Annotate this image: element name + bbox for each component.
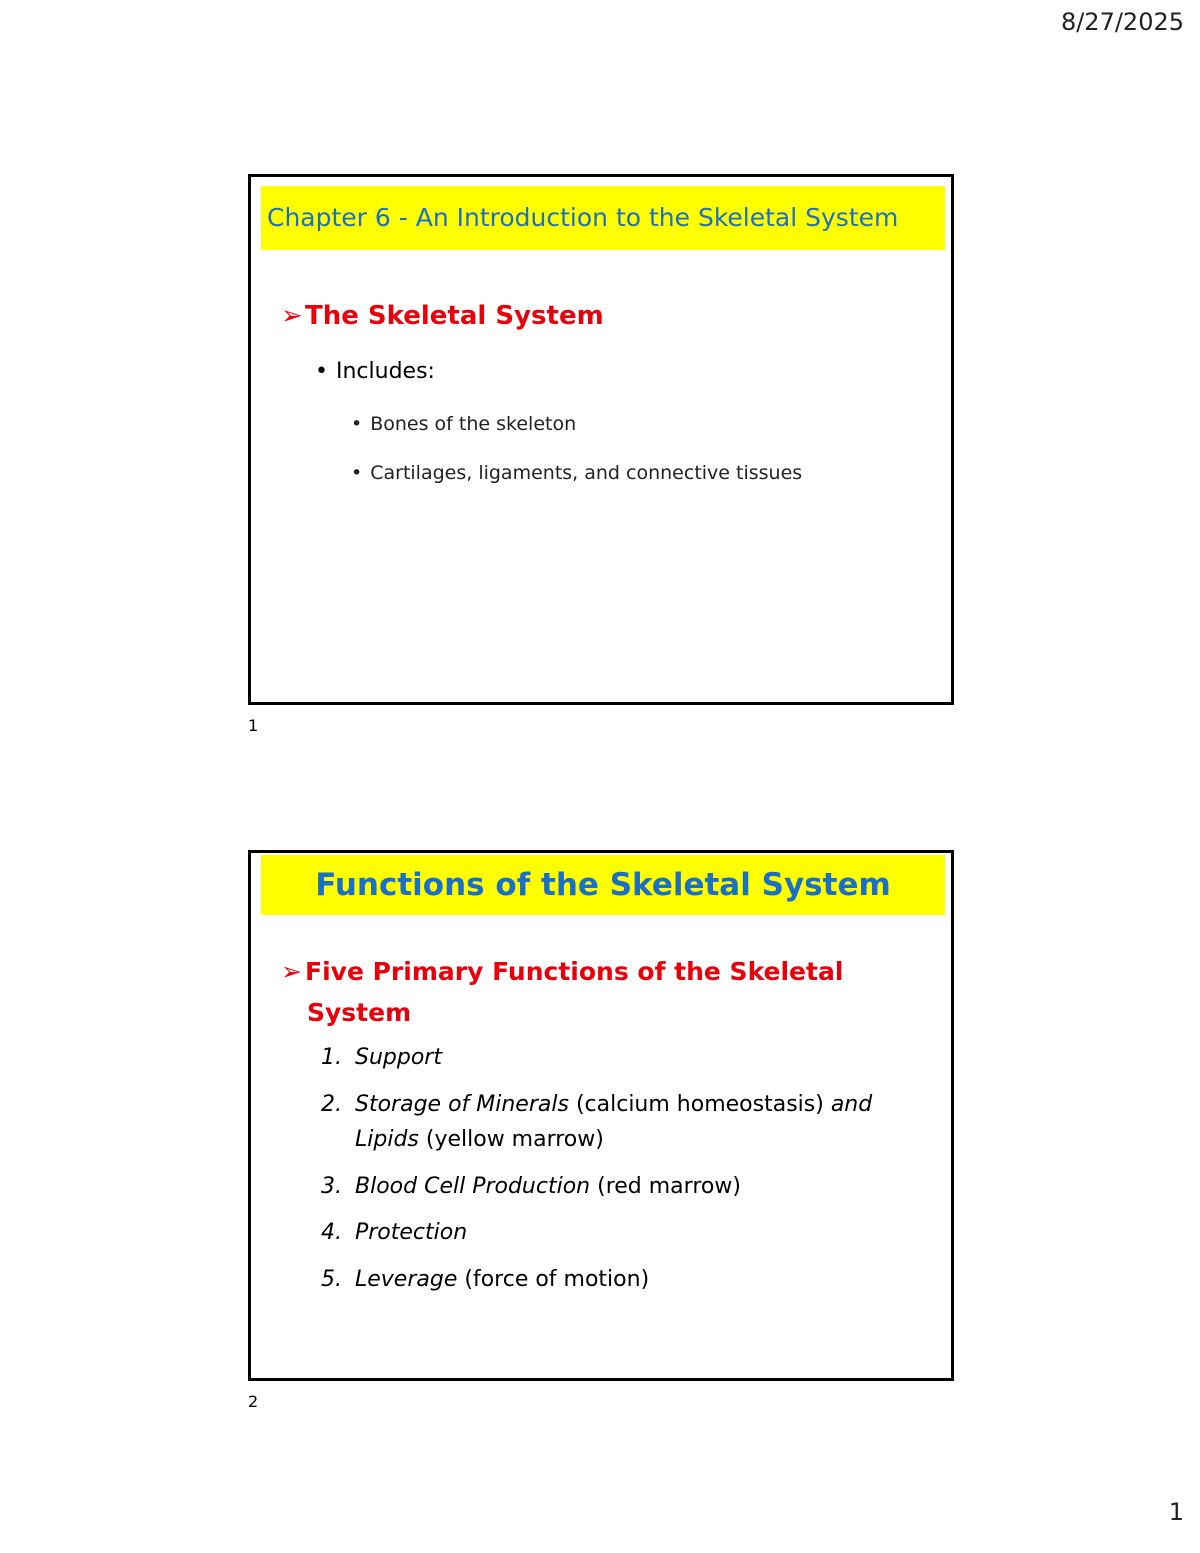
list-item-continued: [321, 1122, 901, 1157]
page-number: 1: [1168, 1498, 1184, 1526]
list-item-text: Cartilages, ligaments, and connective tissues: [370, 462, 803, 484]
heading-text: Five Primary Functions of the Skeletal: [305, 957, 844, 986]
slide-heading: [281, 301, 604, 331]
list-item: [321, 1087, 901, 1157]
function-detail: (calcium homeostasis): [568, 1092, 831, 1117]
list-number: 1.: [321, 1045, 342, 1070]
slide-number: 1: [248, 716, 259, 735]
function-detail: (force of motion): [457, 1267, 650, 1292]
includes-bullet: [315, 359, 435, 384]
slide-1: [248, 174, 954, 705]
function-term: Protection: [355, 1220, 468, 1245]
function-term: Lipids: [355, 1127, 419, 1152]
list-item-text: Bones of the skeleton: [370, 413, 577, 435]
print-date: 8/27/2025: [1060, 8, 1184, 36]
list-item: [351, 462, 802, 484]
list-item: [321, 1215, 901, 1250]
function-term: Storage of Minerals: [355, 1092, 569, 1117]
list-item: [351, 413, 576, 435]
list-number: 3.: [321, 1174, 342, 1199]
arrow-bullet-icon: ➢: [281, 301, 303, 331]
function-term: Blood Cell Production: [355, 1174, 591, 1199]
bullet-dot-icon: •: [315, 359, 328, 384]
list-item: [321, 1040, 901, 1075]
slide-number: 2: [248, 1392, 259, 1411]
function-term: Support: [355, 1045, 442, 1070]
bullet-dot-icon: •: [351, 462, 363, 484]
list-item: [321, 1262, 901, 1297]
list-number: 4.: [321, 1220, 342, 1245]
heading-text-continued: System: [307, 998, 412, 1027]
includes-label: Includes:: [335, 359, 435, 384]
bullet-dot-icon: •: [351, 413, 363, 435]
slide-2: [248, 850, 954, 1381]
list-number: 5.: [321, 1267, 342, 1292]
function-term: Leverage: [355, 1267, 458, 1292]
arrow-bullet-icon: ➢: [281, 957, 302, 986]
function-detail: (red marrow): [590, 1174, 741, 1199]
list-item: [321, 1169, 901, 1204]
slide-title: Functions of the Skeletal System: [261, 855, 945, 915]
function-term-connector: and: [830, 1092, 873, 1117]
slide-heading: [281, 951, 881, 1033]
slide-title: Chapter 6 - An Introduction to the Skeletal System: [261, 186, 945, 250]
heading-text: The Skeletal System: [305, 301, 604, 331]
function-detail: (yellow marrow): [418, 1127, 604, 1152]
list-number: 2.: [321, 1092, 342, 1117]
